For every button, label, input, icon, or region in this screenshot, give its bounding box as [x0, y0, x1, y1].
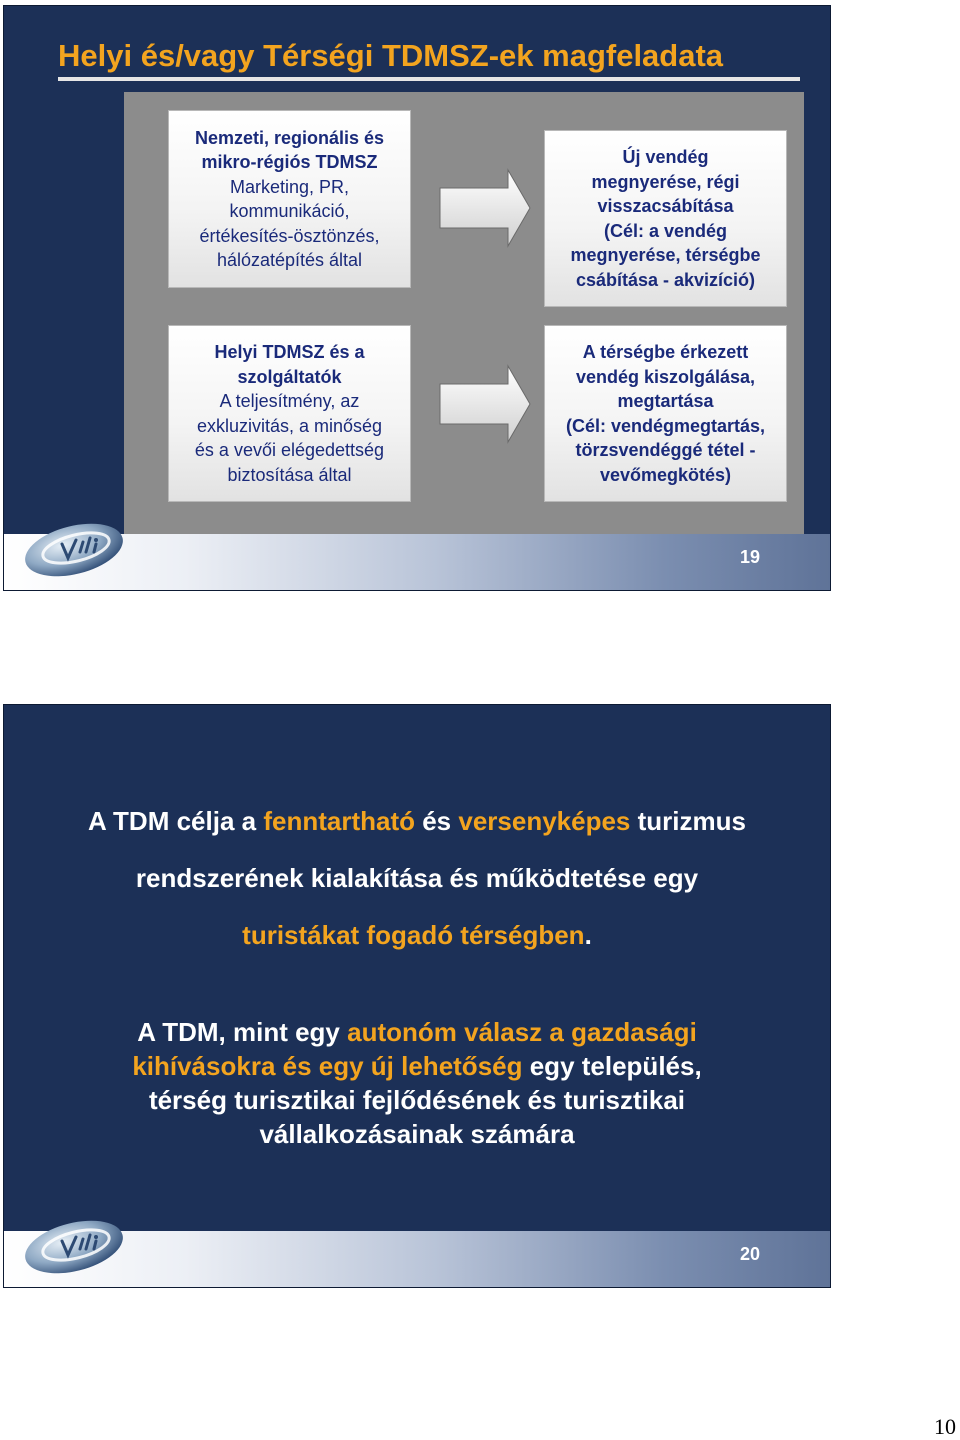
box-line: Új vendég: [622, 147, 709, 167]
box-line: exkluzivitás, a minőség: [196, 415, 383, 436]
arrow-right-icon: [438, 168, 532, 248]
text-run: .: [584, 920, 592, 950]
statement-line: [4, 1015, 830, 1049]
statement-line: rendszerének kialakítása és működtetése egy: [135, 863, 699, 893]
box-line: megtartása: [617, 391, 714, 411]
vati-logo-icon: [22, 1211, 134, 1277]
tdm-autonomy-statement: [4, 1015, 830, 1151]
text-run: turizmus: [630, 806, 746, 836]
text-run: és: [415, 806, 459, 836]
highlight-destination: turistákat fogadó térségben: [242, 920, 585, 950]
box-line: vendég kiszolgálása,: [575, 366, 756, 387]
box-line: értékesítés-ösztönzés,: [199, 225, 380, 246]
highlight-autonomous-answer: autonóm válasz a gazdasági: [347, 1017, 697, 1047]
box-local-tdmsz: [168, 325, 411, 502]
page-number: 19: [739, 547, 760, 567]
box-line: megnyerése, régi: [591, 171, 740, 192]
box-line: Helyi TDMSZ és a: [214, 342, 365, 362]
box-line: visszacsábítása: [597, 196, 734, 216]
box-new-guest: [544, 130, 787, 307]
slide-title: Helyi és/vagy Térségi TDMSZ-ek magfeladata: [58, 38, 724, 73]
box-line: szolgáltatók: [237, 366, 342, 387]
box-line: és a vevői elégedettség: [194, 440, 385, 460]
box-line: törzsvendéggé tétel -: [575, 440, 756, 460]
highlight-new-opportunity: kihívásokra és egy új lehetőség: [132, 1051, 523, 1081]
statement-line: [4, 907, 830, 964]
box-line: biztosítása által: [227, 464, 352, 485]
tdm-goal-statement: [4, 793, 830, 964]
box-line: (Cél: vendégmegtartás,: [565, 415, 766, 436]
arrow-right-icon: [438, 364, 532, 444]
slide-20: [3, 704, 831, 1288]
box-line: csábítása - akvizíció): [575, 269, 756, 290]
box-line: kommunikáció,: [229, 201, 350, 221]
vati-logo-icon: [22, 514, 134, 580]
statement-line: vállalkozásainak számára: [259, 1119, 575, 1149]
sheet-page-number: 10: [934, 1414, 956, 1439]
box-line: Marketing, PR,: [229, 176, 350, 197]
box-line: A teljesítmény, az: [219, 391, 360, 411]
highlight-sustainable: fenntartható: [263, 806, 415, 836]
box-line: A térségbe érkezett: [582, 342, 749, 362]
title-underline: [58, 77, 800, 81]
highlight-competitive: versenyképes: [458, 806, 631, 836]
statement-line: térség turisztikai fejlődésének és turisztikai: [148, 1085, 686, 1115]
statement-line: [4, 1049, 830, 1083]
box-national-tdmsz: [168, 110, 411, 288]
page-number: 20: [739, 1244, 760, 1264]
box-line: hálózatépítés által: [216, 250, 363, 270]
box-guest-retention: [544, 325, 787, 502]
text-run: egy település,: [522, 1051, 702, 1081]
slide-19: [3, 5, 831, 591]
box-line: (Cél: a vendég: [603, 220, 728, 241]
statement-line: [4, 793, 830, 850]
box-line: megnyerése, térségbe: [570, 245, 761, 265]
text-run: A TDM célja a: [88, 806, 264, 836]
box-line: mikro-régiós TDMSZ: [201, 152, 378, 172]
box-line: vevőmegkötés): [599, 464, 732, 485]
text-run: A TDM, mint egy: [137, 1017, 348, 1047]
box-line: Nemzeti, regionális és: [194, 127, 385, 148]
